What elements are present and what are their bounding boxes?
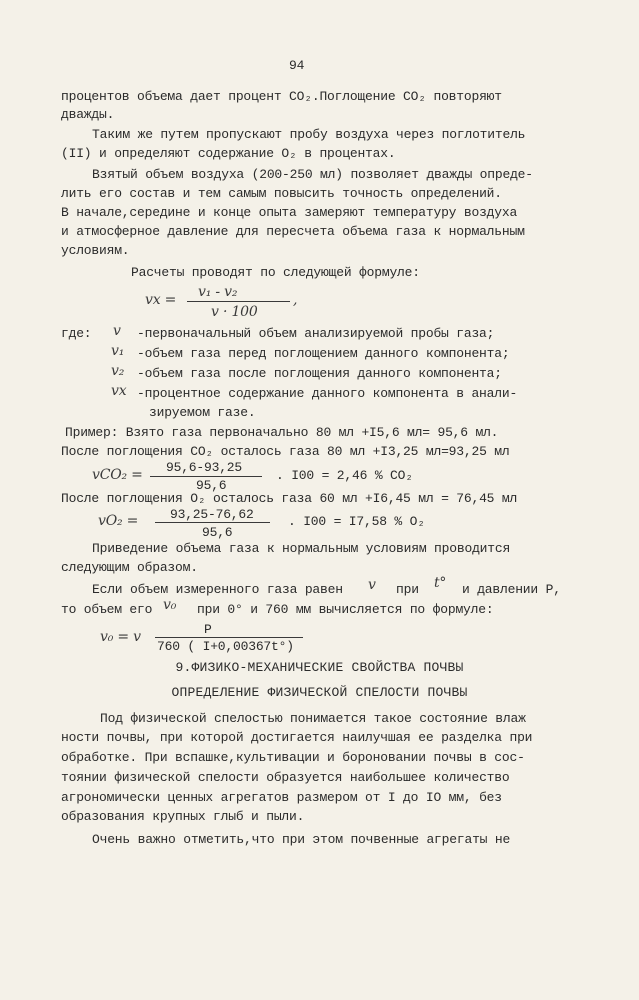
formula-main-tail: , bbox=[293, 292, 298, 308]
formula-co2-lhs: vCO₂ = bbox=[92, 467, 143, 483]
text-line: образования крупных глыб и пыли. bbox=[61, 809, 305, 824]
formula-norm-numerator: P bbox=[204, 622, 212, 637]
text-line: обработке. При вспашке,культивации и бороновании почвы в сос- bbox=[61, 750, 525, 765]
inline-symbol-t: t° bbox=[434, 575, 447, 591]
text-line: Пример: Взято газа первоначально 80 мл +I5,6 мл= 95,6 мл. bbox=[65, 425, 499, 440]
text-line: тоянии физической спелости образуется наибольшее количество bbox=[61, 770, 510, 785]
formula-norm-lhs: v₀ = v bbox=[100, 629, 141, 645]
text-line: Очень важно отметить,что при этом почвенные агрегаты не bbox=[92, 832, 511, 847]
text-line: В начале,середине и конце опыта замеряют температуру воздуха bbox=[61, 205, 518, 220]
formula-co2-result: . I00 = 2,46 % CO₂ bbox=[276, 468, 413, 483]
text-line: -процентное содержание данного компонента в анали- bbox=[137, 386, 518, 401]
text-line: ности почвы, при которой достигается наилучшая ее разделка при bbox=[61, 730, 533, 745]
text-line: где: bbox=[61, 326, 92, 341]
text-line: -объем газа перед поглощением данного компонента; bbox=[137, 346, 510, 361]
text-line: условиям. bbox=[61, 243, 130, 258]
text-line: Приведение объема газа к нормальным условиям проводится bbox=[92, 541, 511, 556]
text-line: После поглощения CO₂ осталось газа 80 мл +I3,25 мл=93,25 мл bbox=[61, 444, 510, 459]
formula-o2-denominator: 95,6 bbox=[202, 525, 233, 540]
formula-co2-numerator: 95,6-93,25 bbox=[166, 460, 243, 475]
text-line: и давлении P, bbox=[462, 582, 561, 597]
text-line: -первоначальный объем анализируемой пробы газа; bbox=[137, 326, 495, 341]
formula-o2-lhs: vO₂ = bbox=[98, 513, 139, 529]
text-line: Взятый объем воздуха (200-250 мл) позволяет дважды опреде- bbox=[92, 167, 533, 182]
section-subheading: ОПРЕДЕЛЕНИЕ ФИЗИЧЕСКОЙ СПЕЛОСТИ ПОЧВЫ bbox=[171, 685, 468, 700]
text-line: то объем его bbox=[61, 602, 153, 617]
formula-main-denominator: v · 100 bbox=[211, 304, 258, 320]
text-line: дважды. bbox=[61, 107, 115, 122]
formula-main-lhs: vx = bbox=[145, 292, 177, 308]
formula-norm-denominator: 760 ( I+0,00367t°) bbox=[157, 639, 294, 654]
inline-symbol-v0: v₀ bbox=[163, 597, 177, 613]
symbol-vx: vx bbox=[111, 383, 127, 399]
text-line: (II) и определяют содержание O₂ в процентах. bbox=[61, 146, 396, 161]
text-line: -объем газа после поглощения данного компонента; bbox=[137, 366, 502, 381]
text-line: Таким же путем пропускают пробу воздуха через поглотитель bbox=[92, 127, 526, 142]
symbol-v2: v₂ bbox=[111, 363, 125, 379]
fraction-bar bbox=[187, 301, 290, 302]
text-line: зируемом газе. bbox=[149, 405, 256, 420]
text-line: процентов объема дает процент CO₂.Поглощение CO₂ повторяют bbox=[61, 89, 502, 104]
text-line: при 0° и 760 мм вычисляется по формуле: bbox=[197, 602, 494, 617]
formula-main-numerator: v₁ - v₂ bbox=[198, 284, 238, 300]
page-number: 94 bbox=[289, 58, 305, 73]
text-line: следующим образом. bbox=[61, 560, 198, 575]
formula-o2-numerator: 93,25-76,62 bbox=[170, 507, 254, 522]
text-line: при bbox=[396, 582, 419, 597]
symbol-v: v bbox=[113, 323, 121, 339]
text-line: Расчеты проводят по следующей формуле: bbox=[131, 265, 420, 280]
text-line: и атмосферное давление для пересчета объема газа к нормальным bbox=[61, 224, 525, 239]
text-line: После поглощения O₂ осталось газа 60 мл +I6,45 мл = 76,45 мл bbox=[61, 491, 518, 506]
inline-symbol-v: v bbox=[368, 577, 376, 593]
formula-o2-result: . I00 = I7,58 % O₂ bbox=[288, 514, 425, 529]
fraction-bar bbox=[155, 522, 270, 523]
section-heading: 9.ФИЗИКО-МЕХАНИЧЕСКИЕ СВОЙСТВА ПОЧВЫ bbox=[175, 660, 464, 675]
text-line: агрономически ценных агрегатов размером от I до IO мм, без bbox=[61, 790, 502, 805]
text-line: Если объем измеренного газа равен bbox=[92, 582, 343, 597]
text-line: лить его состав и тем самым повысить точность определений. bbox=[61, 186, 502, 201]
text-line: Под физической спелостью понимается такое состояние влаж bbox=[100, 711, 526, 726]
formula-co2-denominator: 95,6 bbox=[196, 478, 227, 493]
symbol-v1: v₁ bbox=[111, 343, 125, 359]
